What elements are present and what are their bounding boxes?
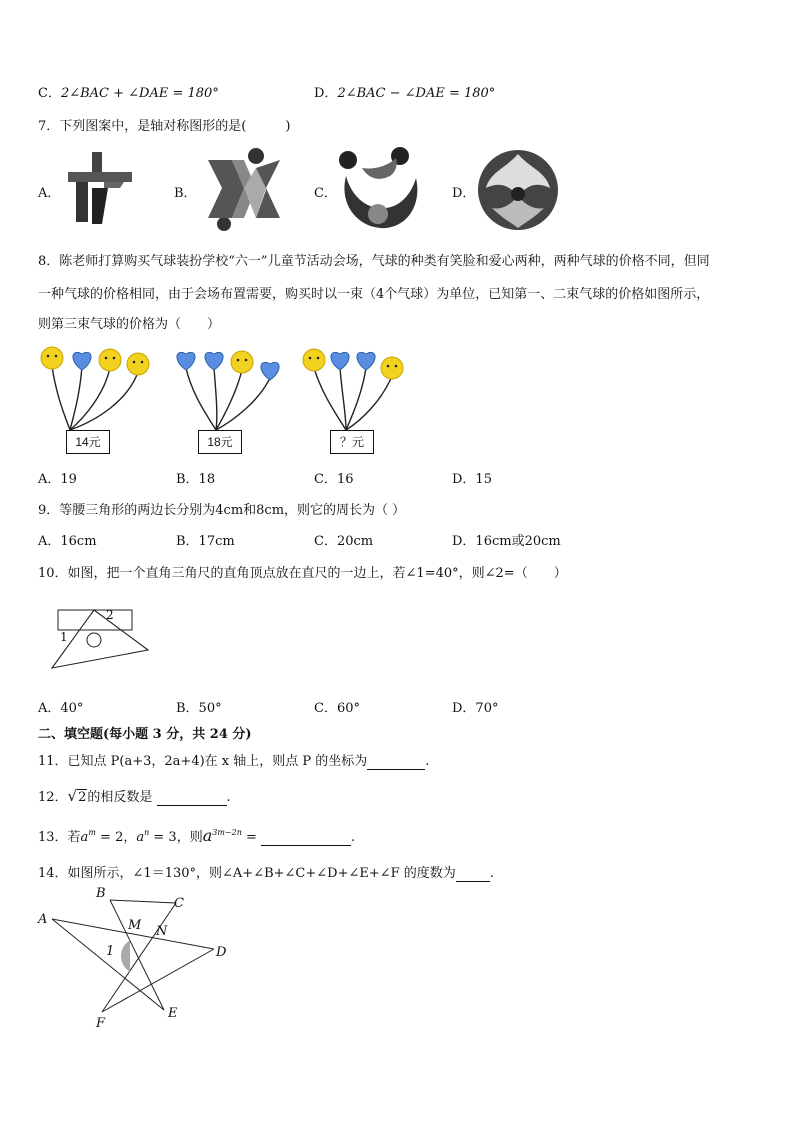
q8-price-box-2: 18元: [198, 430, 242, 454]
q10-option-a[interactable]: A．40°: [38, 701, 84, 716]
q10-angle-2-label: 2: [106, 608, 114, 622]
smiley-balloon-icon: [231, 351, 253, 373]
q8-option-c[interactable]: C．16: [314, 472, 354, 487]
q14-question: 14．如图所示，∠1＝130°，则∠A+∠B+∠C+∠D+∠E+∠F 的度数为 .: [38, 866, 494, 881]
q6-option-d-expr: 2∠BAC − ∠DAE = 180°: [337, 86, 496, 101]
q9-option-c[interactable]: C．20cm: [314, 534, 374, 549]
q8-line3: 则第三束气球的价格为（ ）: [38, 317, 221, 332]
heart-balloon-icon: [205, 352, 223, 370]
smiley-balloon-icon: [303, 349, 325, 371]
q6-option-c[interactable]: C．2∠BAC + ∠DAE = 180°: [38, 86, 219, 101]
q14-label-1: 1: [106, 944, 115, 959]
q14-answer-blank[interactable]: [456, 866, 490, 882]
q14-label-m: M: [128, 918, 142, 933]
heart-balloon-icon: [261, 362, 279, 380]
q14-label-e: E: [168, 1006, 178, 1021]
section-2-title: 二、填空题(每小题 3 分，共 24 分): [38, 727, 252, 742]
smiley-balloon-icon: [41, 347, 63, 369]
q9-option-a[interactable]: A．16cm: [38, 534, 97, 549]
smiley-balloon-icon: [99, 349, 121, 371]
q8-price-box-3: ？元: [330, 430, 374, 454]
q8-option-b[interactable]: B．18: [176, 472, 216, 487]
q10-option-b[interactable]: B．50°: [176, 701, 222, 716]
q11-answer-blank[interactable]: [367, 754, 425, 770]
q7-figure-a: [64, 148, 136, 228]
q7-option-b[interactable]: B．: [174, 186, 197, 201]
q10-option-d[interactable]: D．70°: [452, 701, 499, 716]
q14-label-a: A: [38, 912, 48, 927]
q8-price-box-1: 14元: [66, 430, 110, 454]
q7-option-c[interactable]: C．: [314, 186, 337, 201]
sqrt-symbol: √: [67, 787, 78, 805]
q14-label-f: F: [96, 1016, 106, 1031]
q8-option-d[interactable]: D．15: [452, 472, 492, 487]
q10-angle-1-label: 1: [60, 630, 68, 644]
q10-option-c[interactable]: C．60°: [314, 701, 360, 716]
q14-label-n: N: [156, 924, 168, 939]
q13-question: 13．若$a^m = 2$，$a^n = 3$，则$a^{3m-2n}$ = .: [38, 826, 356, 845]
q12-question: 12．√2的相反数是 .: [38, 787, 231, 805]
q6-option-d[interactable]: D．2∠BAC − ∠DAE = 180°: [314, 86, 496, 101]
q8-line1: 8．陈老师打算购买气球装扮学校“六一”儿童节活动会场，气球的种类有笑脸和爱心两种，两种气球的价格不同，但同: [38, 254, 710, 269]
q7-figure-d: [476, 148, 560, 232]
q11-question: 11．已知点 P(a+3，2a+4)在 x 轴上，则点 P 的坐标为 .: [38, 754, 430, 769]
q14-label-c: C: [174, 896, 184, 911]
q9-option-b[interactable]: B．17cm: [176, 534, 235, 549]
q7-question: 7．下列图案中，是轴对称图形的是( ): [38, 119, 291, 134]
q9-question: 9．等腰三角形的两边长分别为4cm和8cm，则它的周长为（ ）: [38, 503, 406, 518]
q7-figure-b: [204, 148, 284, 232]
q7-option-d[interactable]: D．: [452, 186, 476, 201]
q7-figure-c: [338, 148, 422, 232]
smiley-balloon-icon: [127, 353, 149, 375]
q9-option-d[interactable]: D．16cm或20cm: [452, 534, 561, 549]
smiley-balloon-icon: [381, 357, 403, 379]
heart-balloon-icon: [177, 352, 195, 370]
q10-question: 10．如图，把一个直角三角尺的直角顶点放在直尺的一边上，若∠1=40°，则∠2=（ ）: [38, 566, 567, 581]
q12-radicand: 2: [78, 790, 87, 805]
q13-answer-blank[interactable]: [261, 830, 351, 846]
heart-balloon-icon: [357, 352, 375, 370]
q8-option-a[interactable]: A．19: [38, 472, 77, 487]
heart-balloon-icon: [331, 352, 349, 370]
q12-answer-blank[interactable]: [157, 790, 227, 806]
q7-option-a[interactable]: A．: [38, 186, 61, 201]
q6-option-c-expr: 2∠BAC + ∠DAE = 180°: [60, 86, 219, 101]
q8-line2: 一种气球的价格相同，由于会场布置需要，购买时以一束（4个气球）为单位，已知第一、二束气球的价格如图所示，: [38, 287, 710, 302]
q14-label-b: B: [96, 886, 106, 901]
q14-star-figure: [34, 884, 244, 1034]
q14-label-d: D: [216, 945, 227, 960]
heart-balloon-icon: [73, 352, 91, 370]
